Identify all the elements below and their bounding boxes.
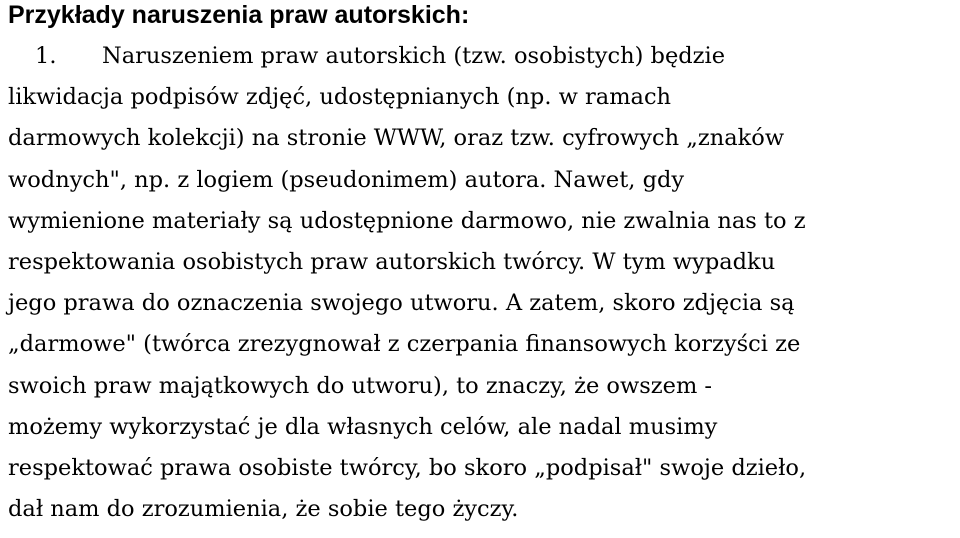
paragraph-line: dał nam do zrozumienia, że sobie tego życzy. bbox=[8, 496, 519, 523]
paragraph-line: możemy wykorzystać je dla własnych celów, ale nadal musimy bbox=[8, 413, 718, 440]
paragraph-line: swoich praw majątkowych do utworu), to znaczy, że owszem - bbox=[8, 372, 713, 399]
paragraph-line: likwidacja podpisów zdjęć, udostępnianych (np. w ramach bbox=[8, 84, 672, 111]
slide-title: Przykłady naruszenia praw autorskich: bbox=[8, 1, 470, 29]
list-number: 1. bbox=[35, 43, 57, 69]
paragraph-line: respektować prawa osobiste twórcy, bo skoro „podpisał" swoje dzieło, bbox=[8, 455, 807, 482]
paragraph-line: wymienione materiały są udostępnione darmowo, nie zwalnia nas to z bbox=[8, 207, 806, 234]
numbered-paragraph bbox=[8, 30, 956, 530]
paragraph-line: jego prawa do oznaczenia swojego utworu. A zatem, skoro zdjęcia są bbox=[8, 290, 795, 317]
paragraph-line: wodnych", np. z logiem (pseudonimem) autora. Nawet, gdy bbox=[8, 166, 685, 193]
paragraph-line bbox=[8, 36, 956, 77]
paragraph-line: darmowych kolekcji) na stronie WWW, oraz tzw. cyfrowych „znaków bbox=[8, 125, 785, 152]
paragraph-line-text: Naruszeniem praw autorskich (tzw. osobistych) będzie bbox=[102, 43, 726, 69]
paragraph-line: „darmowe" (twórca zrezygnował z czerpania finansowych korzyści ze bbox=[8, 331, 801, 358]
paragraph-line: respektowania osobistych praw autorskich twórcy. W tym wypadku bbox=[8, 249, 776, 276]
